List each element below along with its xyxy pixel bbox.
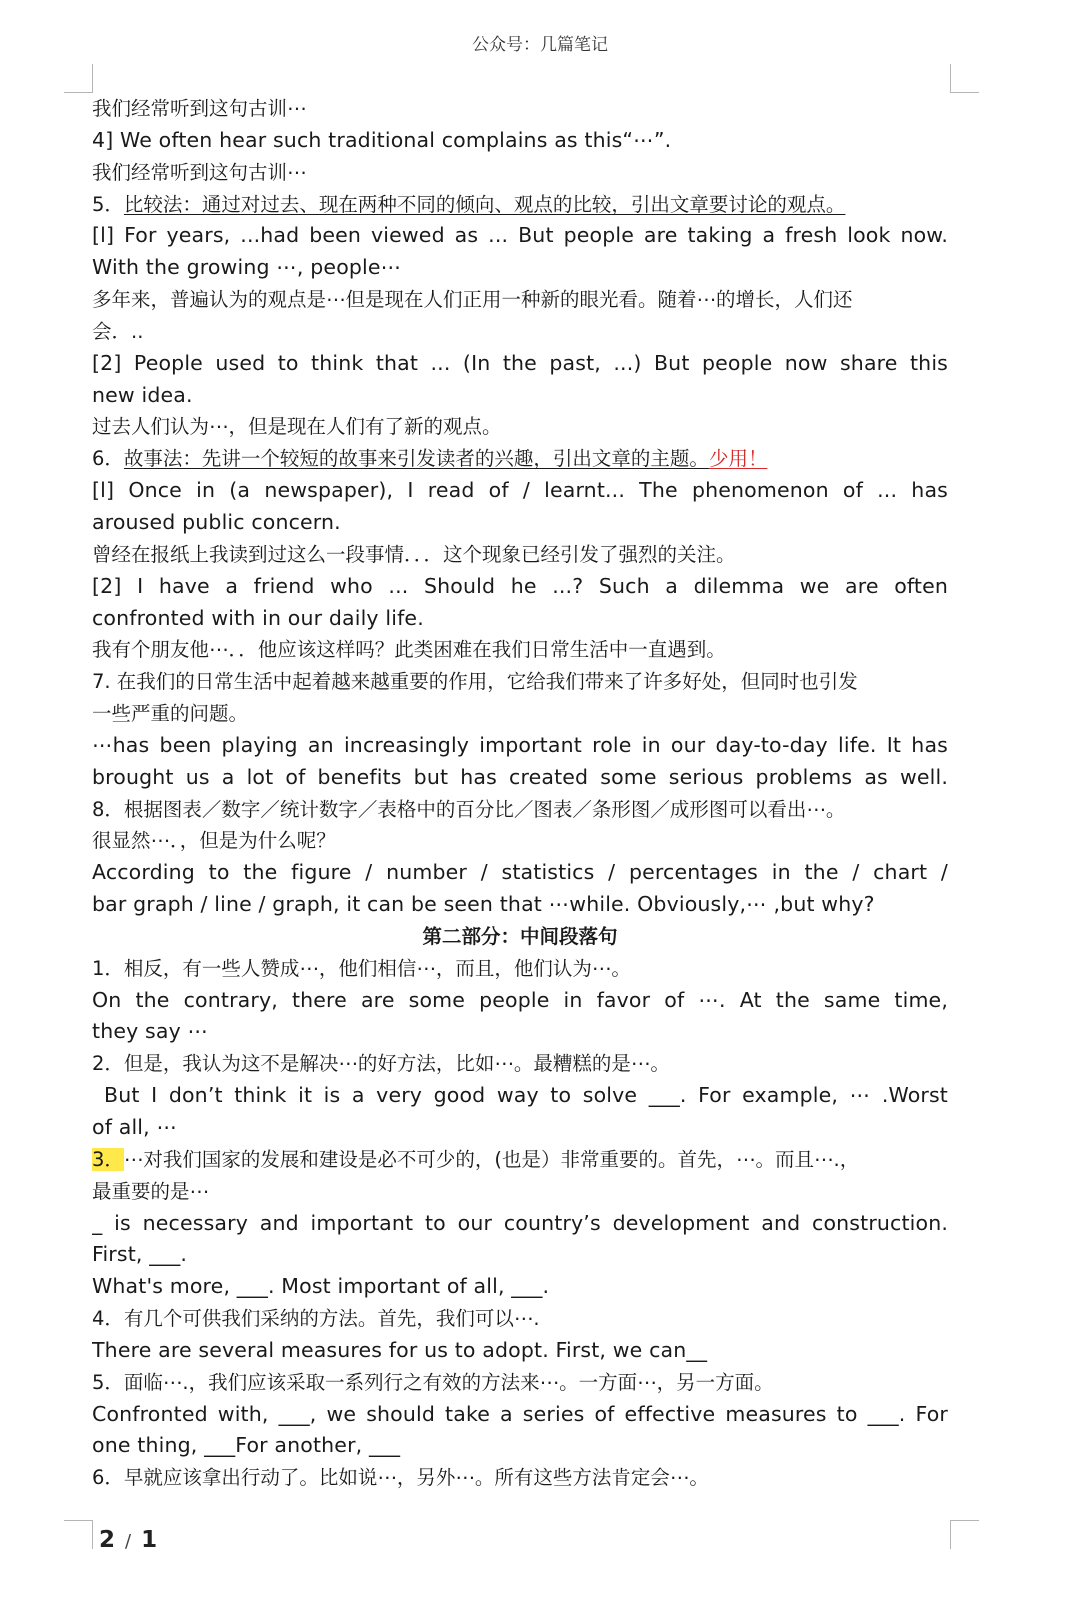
page-header-title: 公众号：几篇笔记 <box>472 35 608 55</box>
section-heading-comparison <box>92 189 948 221</box>
text-line: [l] Once in (a newspaper), I read of / learnt... The phenomenon of ... has <box>92 478 948 503</box>
text-line: 6．早就应该拿出行动了。比如说⋯，另外⋯。所有这些方法肯定会⋯。 <box>92 1466 709 1490</box>
text-line: According to the figure / number / statistics / percentages in the / chart / <box>92 860 948 885</box>
text-line: aroused public concern. <box>92 509 341 534</box>
text-line: new idea. <box>92 382 193 407</box>
text-line-highlighted <box>92 1144 948 1176</box>
text-span: ⋯对我们国家的发展和建设是必不可少的，(也是）非常重要的。首先，⋯。而且⋯.， <box>123 1147 860 1171</box>
underlined-heading: 比较法：通过对过去、现在两种不同的倾向、观点的比较，引出文章要讨论的观点。 <box>123 192 846 216</box>
page-total: 1 <box>141 1527 158 1553</box>
text-line: First, ___. <box>92 1242 188 1267</box>
text-line: 会．.. <box>92 319 144 343</box>
text-line: 我们经常听到这句古训⋯ <box>92 97 307 120</box>
crop-mark-top-right <box>950 64 979 93</box>
text-line: 多年来，普遍认为的观点是⋯但是现在人们正用一种新的眼光看。随着⋯的增长，人们还 <box>92 288 853 312</box>
text-line: of all, ⋯ <box>92 1115 178 1139</box>
text-line: 我有个朋友他⋯．．他应该这样吗？此类困难在我们日常生活中一直遇到。 <box>92 638 726 662</box>
text-line: But I don’t think it is a very good way to solve ___. For example, ⋯ .Worst <box>104 1083 948 1108</box>
text-line: 4] We often hear such traditional complains as this“⋯”. <box>92 127 672 152</box>
warning-note: 少用！ <box>708 447 768 471</box>
text-line: one thing, ___For another, ___ <box>92 1433 401 1458</box>
text-line: 4．有几个可供我们采纳的方法。首先，我们可以⋯. <box>92 1307 540 1331</box>
text-line: 5．面临⋯.，我们应该采取一系列行之有效的方法来⋯。一方面⋯，另一方面。 <box>92 1370 774 1394</box>
page-current: 2 <box>99 1527 116 1553</box>
text-line: [l] For years, ...had been viewed as ... But people are taking a fresh look now. <box>92 223 948 248</box>
item-number: 6． <box>92 447 124 471</box>
text-line: 过去人们认为⋯，但是现在人们有了新的观点。 <box>92 415 502 439</box>
text-line: On the contrary, there are some people in favor of ⋯. At the same time, <box>92 987 948 1012</box>
text-line: _ is necessary and important to our country’s development and construction. <box>92 1210 948 1235</box>
crop-mark-top-left <box>64 64 93 93</box>
text-line: Confronted with, ___, we should take a series of effective measures to ___. For <box>92 1401 948 1426</box>
text-line: [2] I have a friend who ... Should he ...? Such a dilemma we are often <box>92 573 948 598</box>
text-line: What's more, ___. Most important of all, ___. <box>92 1274 550 1299</box>
page-separator: / <box>125 1531 132 1552</box>
text-line: 7. 在我们的日常生活中起着越来越重要的作用，它给我们带来了许多好处，但同时也引发 <box>92 670 858 694</box>
text-line: bar graph / line / graph, it can be seen that ⋯while. Obviously,⋯ ,but why? <box>92 892 875 917</box>
text-line: 最重要的是⋯ <box>92 1179 210 1203</box>
text-line: [2] People used to think that ... (In the past, ...) But people now share this <box>92 350 948 375</box>
text-line: ⋯has been playing an increasingly important role in our day-to-day life. It has <box>92 732 948 757</box>
document-body <box>92 93 948 1494</box>
text-line: 很显然⋯．，但是为什么呢？ <box>92 829 336 853</box>
text-line: There are several measures for us to adopt. First, we can__ <box>92 1337 708 1362</box>
section-heading-story <box>92 443 948 475</box>
text-line: With the growing ⋯, people⋯ <box>92 255 402 280</box>
page-indicator <box>99 1527 157 1553</box>
crop-mark-bottom-right <box>950 1520 979 1549</box>
crop-mark-bottom-left <box>64 1520 93 1549</box>
text-line: brought us a lot of benefits but has created some serious problems as well. <box>92 764 948 789</box>
text-line: 一些严重的问题。 <box>92 702 249 726</box>
text-line: 8．根据图表／数字／统计数字／表格中的百分比／图表／条形图／成形图可以看出⋯。 <box>92 797 846 821</box>
underlined-heading: 故事法：先讲一个较短的故事来引发读者的兴趣，引出文章的主题。 <box>123 447 709 471</box>
text-line: 2．但是，我认为这不是解决⋯的好方法，比如⋯。最糟糕的是⋯。 <box>92 1052 670 1076</box>
section-title: 第二部分：中间段落句 <box>422 924 618 948</box>
text-line: 1．相反，有一些人赞成⋯，他们相信⋯，而且，他们认为⋯。 <box>92 956 631 980</box>
item-number: 5． <box>92 192 124 216</box>
highlighted-number: 3． <box>92 1147 124 1171</box>
text-line: confronted with in our daily life. <box>92 605 424 630</box>
text-line: 曾经在报纸上我读到过这么一段事情．．．这个现象已经引发了强烈的关注。 <box>92 542 736 566</box>
text-line: they say ⋯ <box>92 1019 209 1044</box>
text-line: 我们经常听到这句古训⋯ <box>92 160 307 184</box>
